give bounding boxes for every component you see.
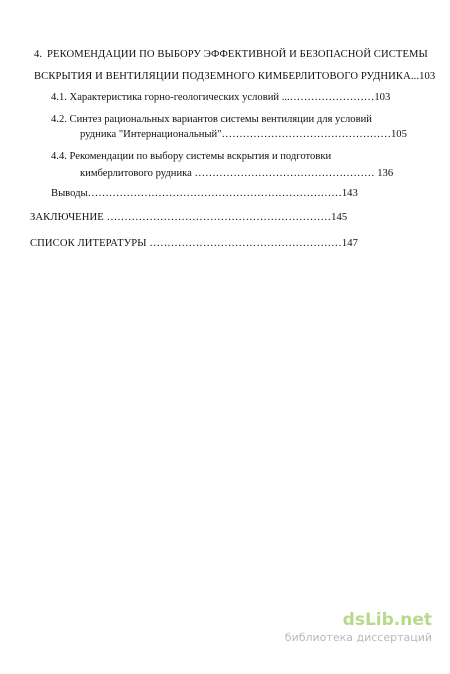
toc-section-4-1: 4.1. Характеристика горно-геологических условий ...……………………103 (51, 92, 391, 103)
toc-conclusions: Выводы………………………………………………………………143 (51, 188, 358, 199)
toc-section-4-4-line-2: кимберлитового рудника …………………………………………… 136 (80, 168, 394, 179)
toc-conclusion: ЗАКЛЮЧЕНИЕ ………………………………………………………145 (30, 212, 348, 223)
toc-chapter-4-number: 4. (34, 49, 43, 60)
watermark-subtitle: библиотека диссертаций (284, 631, 432, 644)
watermark-logo: dsLib.net (342, 610, 432, 630)
toc-section-4-2-line-1: 4.2. Синтез рациональных вариантов системы вентиляции для условий (51, 114, 372, 125)
toc-chapter-4-title-line-2: ВСКРЫТИЯ И ВЕНТИЛЯЦИИ ПОДЗЕМНОГО КИМБЕРЛИТОВОГО РУДНИКА...103 (34, 71, 436, 82)
toc-chapter-4-title-line-1: РЕКОМЕНДАЦИИ ПО ВЫБОРУ ЭФФЕКТИВНОЙ И БЕЗОПАСНОЙ СИСТЕМЫ (47, 49, 428, 60)
toc-references: СПИСОК ЛИТЕРАТУРЫ ………………………………………………147 (30, 238, 359, 249)
toc-section-4-2-line-2: рудника "Интернациональный"…………………………………………105 (80, 129, 407, 140)
watermark (285, 611, 432, 644)
toc-section-4-4-line-1: 4.4. Рекомендации по выбору системы вскрытия и подготовки (51, 151, 332, 162)
